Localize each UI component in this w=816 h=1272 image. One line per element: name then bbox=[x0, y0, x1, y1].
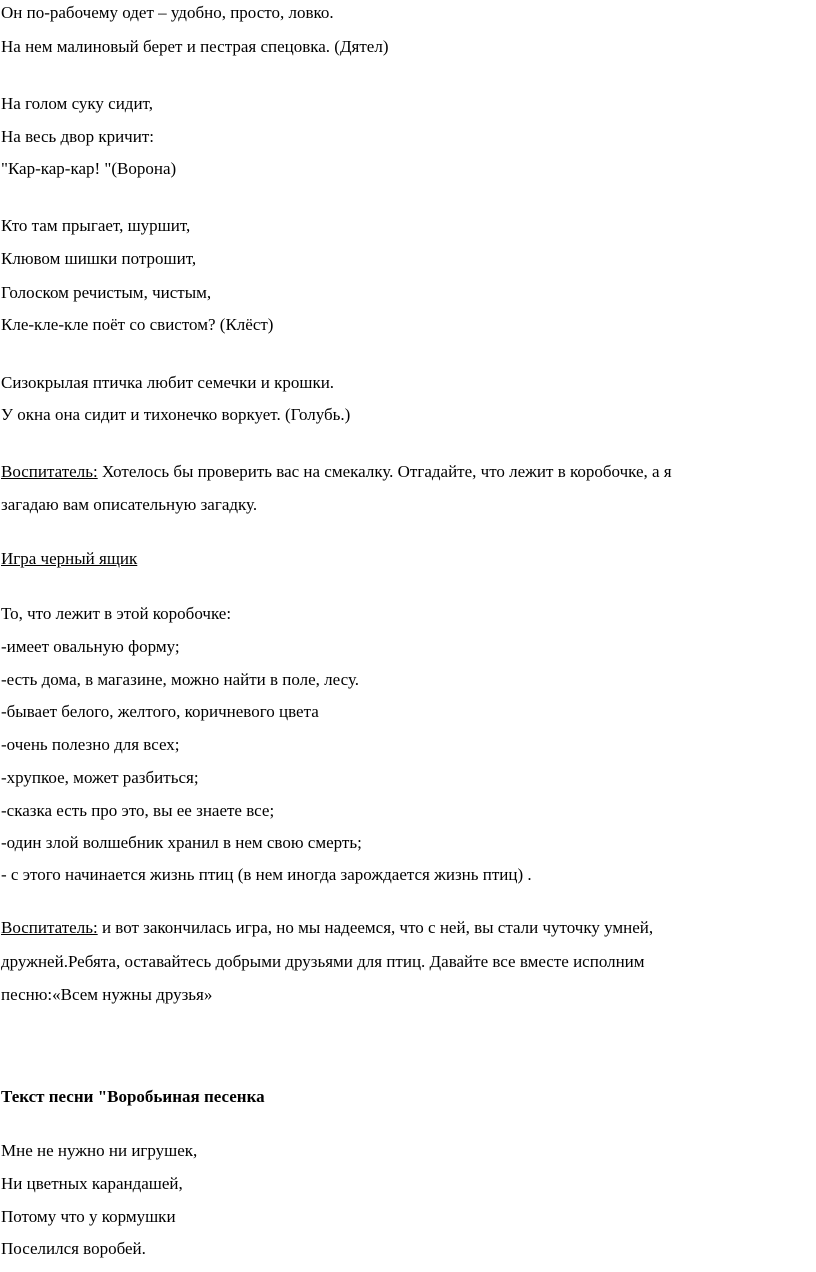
riddle-line: Он по-рабочему одет – удобно, просто, ловко. bbox=[1, 3, 334, 22]
game-line: -один злой волшебник хранил в нем свою смерть; bbox=[1, 833, 362, 852]
game-line: То, что лежит в этой коробочке: bbox=[1, 604, 232, 623]
riddle-line: На весь двор кричит: bbox=[1, 127, 154, 146]
educator-label: Воспитатель: bbox=[1, 918, 98, 937]
game-line: -есть дома, в магазине, можно найти в поле, лесу. bbox=[1, 670, 360, 689]
riddle-line: На голом суку сидит, bbox=[1, 94, 153, 113]
game-title: Игра черный ящик bbox=[1, 549, 138, 568]
song-line: Потому что у кормушки bbox=[1, 1207, 176, 1226]
riddle-line: "Кар-кар-кар! "(Ворона) bbox=[1, 159, 177, 178]
game-line: -имеет овальную форму; bbox=[1, 637, 180, 656]
educator-paragraph-line: дружней.Ребята, оставайтесь добрыми друзьями для птиц. Давайте все вместе исполним bbox=[1, 952, 645, 971]
game-line: -сказка есть про это, вы ее знаете все; bbox=[1, 801, 275, 820]
educator-text: и вот закончилась игра, но мы надеемся, что с ней, вы стали чуточку умней, bbox=[97, 918, 654, 937]
riddle-line: Кто там прыгает, шуршит, bbox=[1, 216, 191, 235]
song-line: Поселился воробей. bbox=[1, 1239, 146, 1258]
game-line: -бывает белого, желтого, коричневого цвета bbox=[1, 702, 319, 721]
game-line: -очень полезно для всех; bbox=[1, 735, 180, 754]
game-line: - с этого начинается жизнь птиц (в нем иногда зарождается жизнь птиц) . bbox=[1, 865, 532, 884]
educator-paragraph-line bbox=[1, 917, 653, 939]
riddle-line: У окна она сидит и тихонечко воркует. (Голубь.) bbox=[1, 405, 351, 424]
educator-label: Воспитатель: bbox=[1, 462, 98, 481]
song-line: Ни цветных карандашей, bbox=[1, 1174, 183, 1193]
educator-paragraph-line: песню:«Всем нужны друзья» bbox=[1, 985, 213, 1004]
riddle-line: Клювом шишки потрошит, bbox=[1, 249, 197, 268]
game-line: -хрупкое, может разбиться; bbox=[1, 768, 199, 787]
riddle-line: Голоском речистым, чистым, bbox=[1, 283, 212, 302]
educator-paragraph-line: загадаю вам описательную загадку. bbox=[1, 495, 258, 514]
riddle-line: Сизокрылая птичка любит семечки и крошки. bbox=[1, 373, 335, 392]
riddle-line: На нем малиновый берет и пестрая спецовка. (Дятел) bbox=[1, 37, 389, 56]
song-line: Мне не нужно ни игрушек, bbox=[1, 1141, 198, 1160]
riddle-line: Кле-кле-кле поёт со свистом? (Клёст) bbox=[1, 315, 274, 334]
educator-paragraph-line bbox=[1, 461, 672, 483]
educator-text: Хотелось бы проверить вас на смекалку. Отгадайте, что лежит в коробочке, а я bbox=[97, 462, 672, 481]
song-title: Текст песни "Воробьиная песенка bbox=[1, 1087, 265, 1106]
